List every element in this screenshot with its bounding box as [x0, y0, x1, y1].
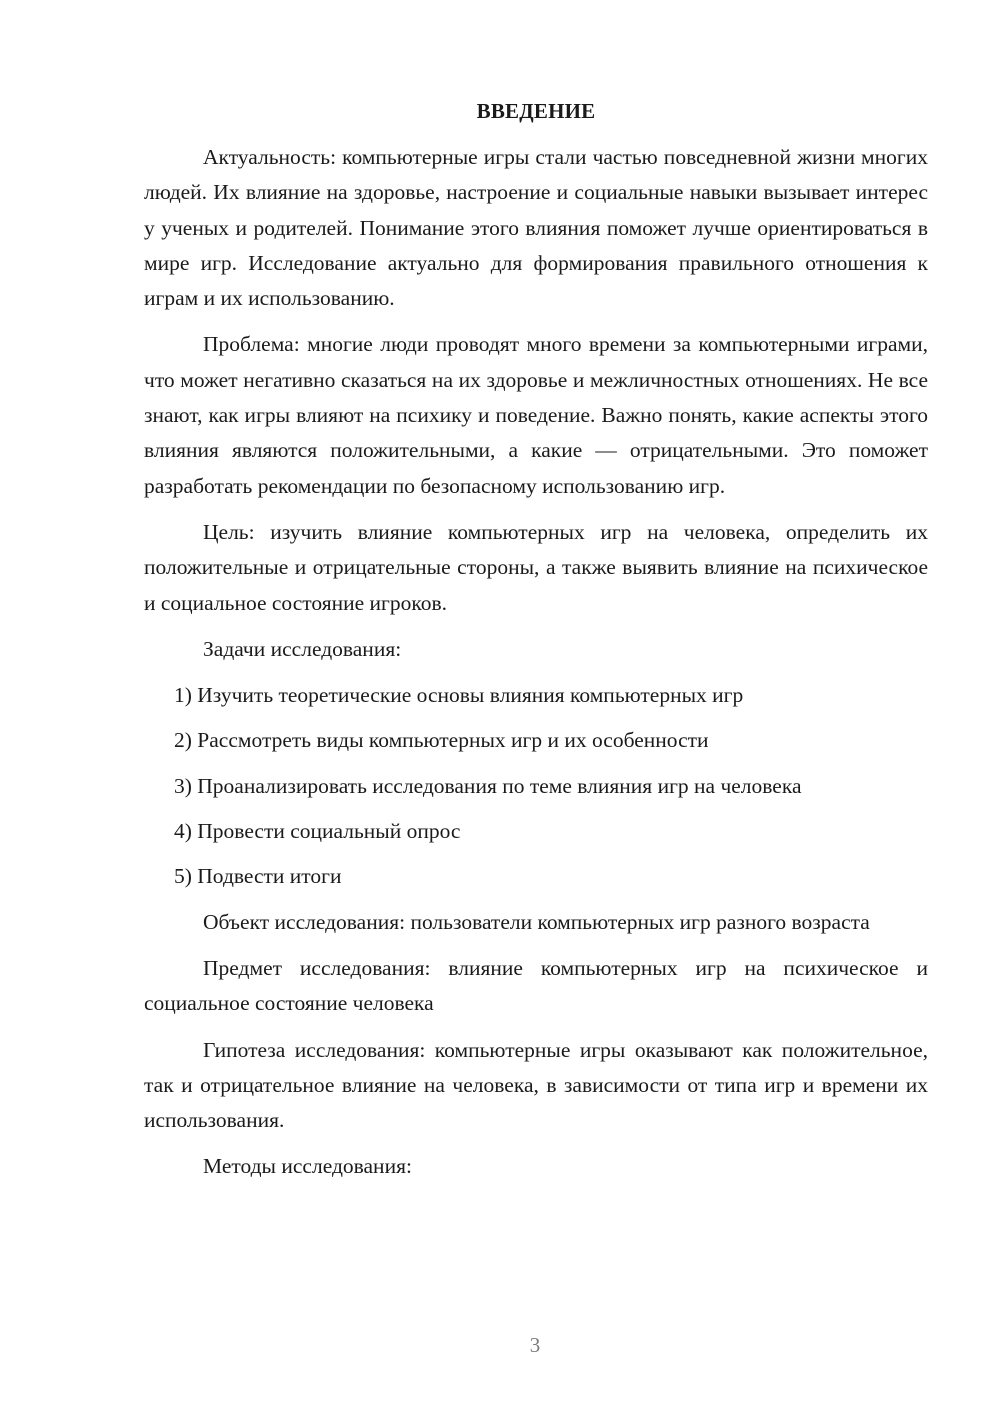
- paragraph-goal: Цель: изучить влияние компьютерных игр на человека, определить их положительные и отрицательные стороны, а также выявить влияние на психическое и социальное состояние игроков.: [144, 519, 928, 615]
- section-title: ВВЕДЕНИЕ: [476, 99, 596, 123]
- list-item: 2) Рассмотреть виды компьютерных игр и их особенности: [174, 728, 709, 753]
- paragraph-relevance: Актуальность: компьютерные игры стали частью повседневной жизни многих людей. Их влияние на здоровье, настроение и социальные навыки вызывает интерес у ученых и родителей. Понимание этого влияния поможет лучше ориентироваться в мире игр. Исследование актуально для формирования правильного отношения к играм и их использованию.: [144, 145, 928, 311]
- list-item: 3) Проанализировать исследования по теме влияния игр на человека: [174, 773, 802, 798]
- page-number: 3: [529, 1333, 541, 1357]
- paragraph-subject: Предмет исследования: влияние компьютерных игр на психическое и социальное состояние человека: [144, 955, 928, 1016]
- methods-heading: Методы исследования:: [203, 1154, 412, 1179]
- list-item: 5) Подвести итоги: [174, 864, 342, 889]
- paragraph-object: Объект исследования: пользователи компьютерных игр разного возраста: [203, 909, 870, 934]
- document-page: [144, 94, 928, 1196]
- paragraph-hypothesis: Гипотеза исследования: компьютерные игры оказывают как положительное, так и отрицательное влияние на человека, в зависимости от типа игр и времени их использования.: [144, 1037, 928, 1133]
- list-item: 1) Изучить теоретические основы влияния компьютерных игр: [174, 683, 744, 708]
- tasks-heading: Задачи исследования:: [203, 636, 402, 661]
- list-item: 4) Провести социальный опрос: [174, 819, 461, 844]
- tasks-list: [144, 678, 928, 894]
- paragraph-problem: Проблема: многие люди проводят много времени за компьютерными играми, что может негативно сказаться на их здоровье и межличностных отношениях. Не все знают, как игры влияют на психику и поведение. Важно понять, какие аспекты этого влияния являются положительными, а какие — отрицательными. Это поможет разработать рекомендации по безопасному использованию игр.: [144, 332, 928, 498]
